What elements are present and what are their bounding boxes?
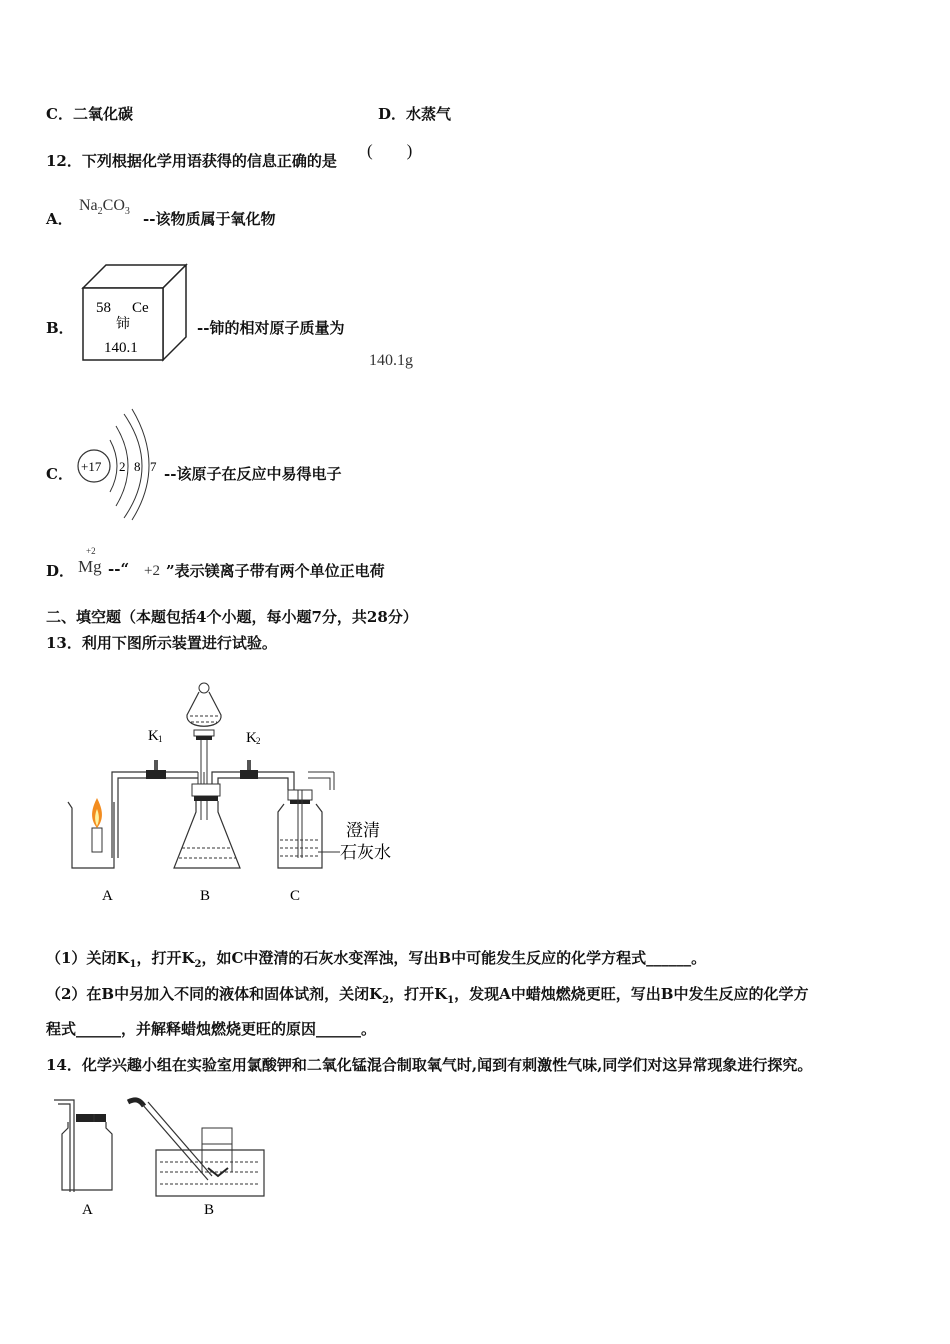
q14-apparatus-figure: [52, 1092, 272, 1222]
label-k2-sub: 2: [256, 736, 261, 746]
charge-inline: +2: [144, 563, 160, 579]
q13-apparatus-figure: [62, 680, 402, 910]
q13-part-2: （2）在B中另加入不同的液体和固体试剂，关闭$K_2$，打开$K_1$，发现A中蜡烛燃烧更旺，写出B中发生反应的化学方: [46, 985, 809, 1006]
atomic-number: 58: [96, 300, 111, 316]
option-letter: C．: [46, 105, 73, 123]
q11-option-c: [46, 103, 133, 124]
mass-value: 140.1g: [369, 352, 413, 369]
label-a: A: [102, 888, 113, 904]
q12-option-d-text: ”表示镁离子带有两个单位正电荷: [166, 562, 385, 580]
q12-stem: [46, 150, 337, 171]
label-k2: K: [246, 730, 257, 746]
element-symbol: Ce: [132, 300, 149, 316]
atom-structure-diagram: [76, 408, 166, 520]
candle: [92, 828, 102, 852]
q13-part-1: （1）关闭$K_1$，打开$K_2$，如C中澄清的石灰水变浑浊，写出B中可能发生反应的化学方程式______。: [46, 949, 707, 970]
answer-paren: ( ): [367, 141, 413, 160]
q12-option-a-letter: A．: [46, 210, 73, 228]
periodic-table-cell: [82, 264, 188, 362]
reagent-label-line2: 石灰水: [340, 843, 391, 862]
question-text: 12．下列根据化学用语获得的信息正确的是: [46, 152, 337, 170]
charge-superscript: +2: [86, 546, 96, 556]
reagent-label-line1: 澄清: [346, 821, 380, 840]
option-text: 二氧化碳: [72, 105, 133, 123]
q12-option-a-text: --该物质属于氧化物: [143, 210, 276, 228]
shell-electrons-3: 7: [150, 459, 157, 474]
label-c: C: [290, 888, 301, 904]
q11-option-d: [378, 103, 451, 124]
formula-na2co3: $Na_2CO_3$: [79, 197, 130, 218]
label-b: B: [204, 1202, 215, 1218]
q14-stem: 14．化学兴趣小组在实验室用氯酸钾和二氧化锰混合制取氧气时,闻到有刺激性气味,同学们对这异常现象进行探究。: [46, 1056, 813, 1074]
option-letter: D．: [378, 105, 407, 123]
q13-part-2-line2: 程式______，并解释蜡烛燃烧更旺的原因______。: [46, 1020, 377, 1038]
label-k1-sub: 1: [158, 734, 163, 744]
element-name: 铈: [116, 317, 130, 332]
atomic-mass: 140.1: [104, 340, 138, 356]
q12-option-b-letter: B．: [46, 319, 74, 337]
q13-stem: 13．利用下图所示装置进行试验。: [46, 634, 277, 652]
shell-electrons-2: 8: [134, 459, 141, 474]
q12-option-c-letter: C．: [46, 465, 73, 483]
label-k1: K: [148, 728, 159, 744]
clamp-k2: [240, 770, 258, 779]
q12-option-c-text: --该原子在反应中易得电子: [164, 465, 342, 483]
label-a: A: [82, 1202, 93, 1218]
nucleus-charge: +17: [81, 459, 102, 474]
label-b: B: [200, 888, 211, 904]
q12-option-d-letter: D．: [46, 562, 75, 580]
option-text: 水蒸气: [406, 105, 452, 123]
element-mg: Mg: [78, 557, 102, 576]
q12-option-b-text: --铈的相对原子质量为: [197, 319, 345, 337]
q12-option-d-pre: --“: [108, 560, 130, 578]
section-title: 二、填空题（本题包括4个小题，每小题7分，共28分）: [46, 608, 418, 626]
clamp-k1: [146, 770, 166, 779]
shell-electrons-1: 2: [119, 459, 126, 474]
